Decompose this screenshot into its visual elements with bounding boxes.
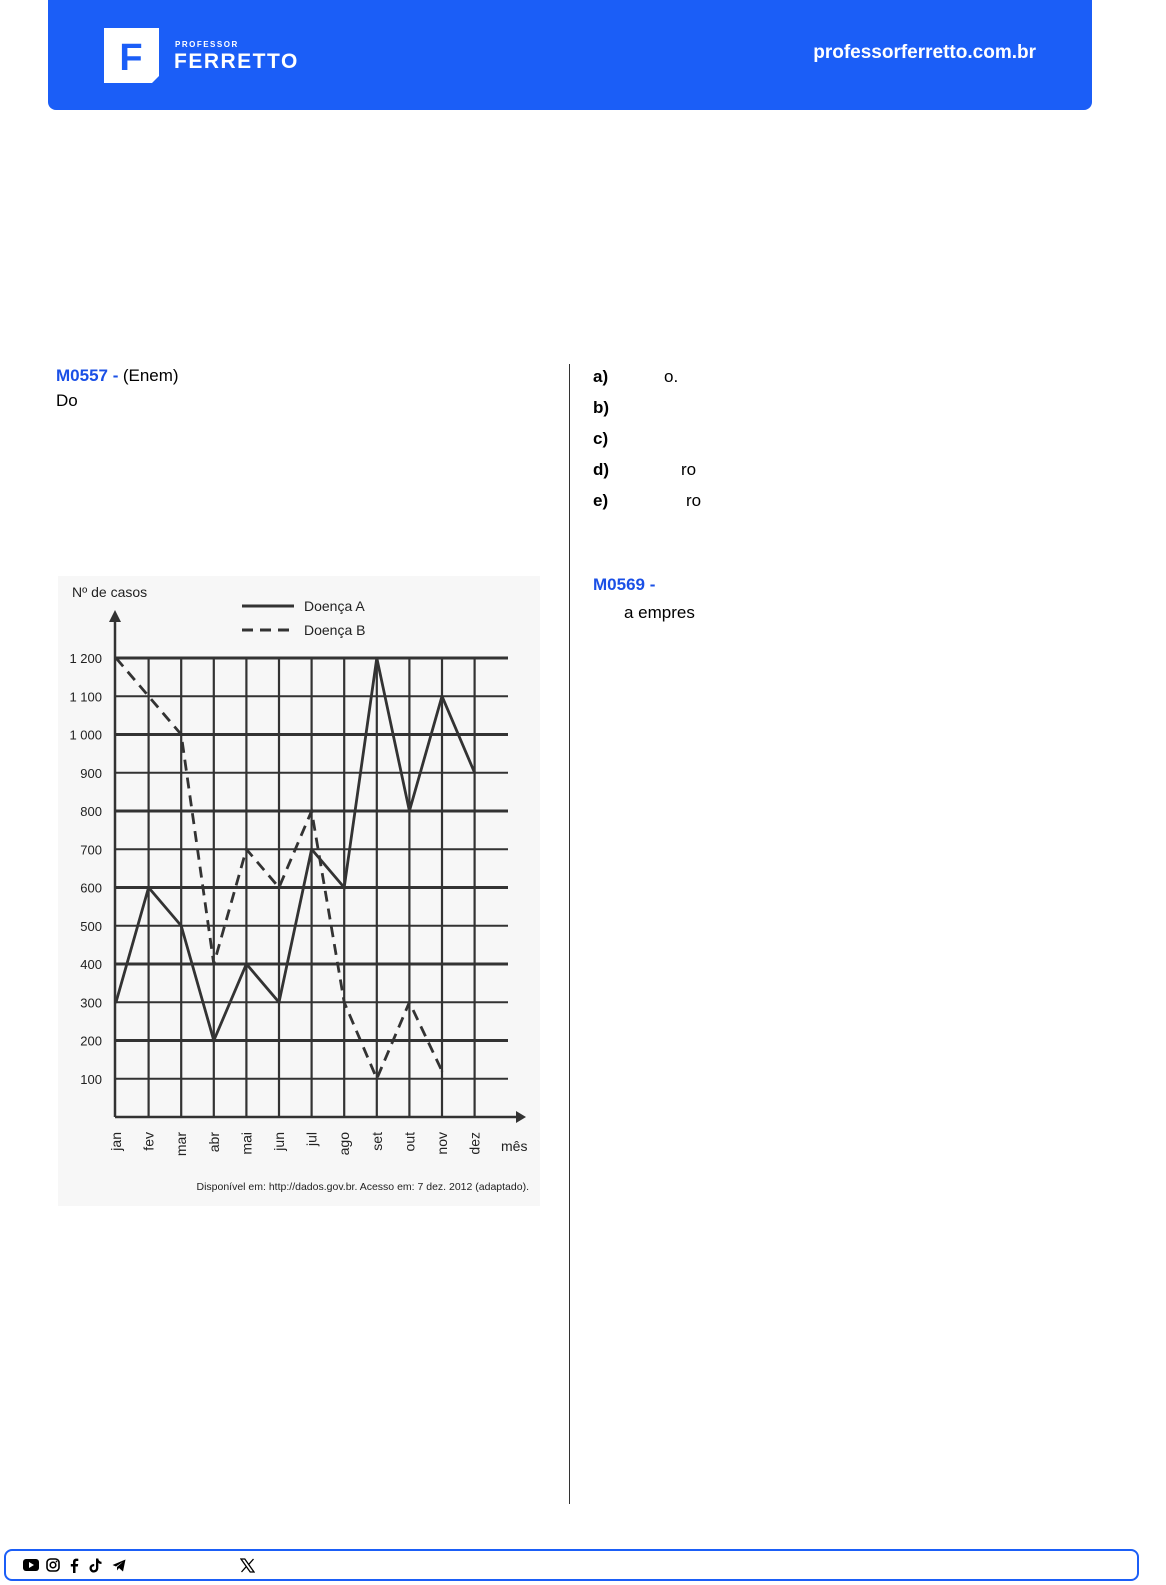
chart-container [58, 576, 540, 1206]
y-tick-label: 800 [80, 804, 102, 819]
y-axis-arrow [109, 610, 121, 622]
data-point [441, 695, 443, 697]
youtube-icon[interactable] [23, 1559, 39, 1571]
question-text: Do [56, 391, 78, 410]
y-tick-label: 1 000 [69, 727, 102, 743]
y-tick-label: 200 [80, 1033, 102, 1049]
x-tick-label: fev [140, 1132, 157, 1151]
data-point [147, 695, 149, 697]
data-point [473, 772, 475, 774]
header-banner [48, 0, 1092, 110]
data-point [343, 1001, 345, 1003]
logo-subtitle: PROFESSOR [175, 40, 239, 49]
option-b-letter: b) [593, 398, 610, 417]
x-tick-label: out [401, 1132, 418, 1152]
y-tick-label: 100 [80, 1071, 102, 1087]
legend-label: Doença A [304, 598, 365, 614]
data-point [115, 1001, 117, 1003]
data-point [245, 848, 247, 850]
x-axis-label: mês [501, 1138, 528, 1154]
instagram-icon[interactable] [46, 1558, 60, 1572]
y-tick-label: 300 [80, 995, 102, 1011]
x-tick-label: mar [173, 1132, 190, 1157]
telegram-icon[interactable] [112, 1559, 126, 1572]
data-point [376, 657, 378, 659]
option-d-text: ro [681, 460, 697, 479]
data-point [310, 810, 312, 812]
data-point [180, 733, 182, 735]
y-tick-label: 600 [80, 880, 102, 896]
option-d-letter: d) [593, 460, 610, 479]
y-tick-label: 700 [80, 842, 102, 858]
data-point [213, 1039, 215, 1041]
y-tick-label: 900 [80, 765, 102, 781]
data-point [278, 1001, 280, 1003]
data-point [310, 848, 312, 850]
logo-title: FERRETTO [174, 50, 299, 73]
x-tick-label: jan [108, 1132, 124, 1151]
data-point [180, 925, 182, 927]
x-tick-label: ago [336, 1132, 353, 1156]
x-tick-label: jun [271, 1132, 287, 1151]
question-source: (Enem) [122, 366, 179, 385]
data-point [376, 1078, 378, 1080]
chart-source-note: Disponível em: http://dados.gov.br. Acesso em: 7 dez. 2012 (adaptado). [196, 1181, 529, 1193]
question-text-m0569: a empres [624, 603, 695, 622]
footer-bar [4, 1549, 1139, 1581]
tiktok-icon[interactable] [89, 1558, 102, 1573]
data-point [408, 1001, 410, 1003]
question-code: M0557 - [56, 366, 119, 385]
x-tick-label: mai [238, 1132, 255, 1155]
data-point [441, 1070, 443, 1072]
option-a-letter: a) [593, 367, 609, 386]
data-point [278, 886, 280, 888]
x-tick-label: abr [205, 1132, 222, 1153]
option-c-letter: c) [593, 429, 609, 448]
facebook-icon[interactable] [69, 1558, 79, 1573]
data-point [147, 886, 149, 888]
x-tick-label: nov [434, 1132, 450, 1155]
legend-label: Doença B [304, 622, 366, 638]
y-tick-label: 1 100 [69, 689, 102, 705]
data-point [408, 810, 410, 812]
x-tick-label: dez [466, 1132, 483, 1155]
x-tick-label: set [368, 1132, 385, 1151]
data-point [343, 886, 345, 888]
x-tick-label: jul [303, 1132, 320, 1147]
option-a-text: o. [664, 367, 679, 386]
site-url-link[interactable]: professorferretto.com.br [813, 42, 1036, 63]
data-point [213, 963, 215, 965]
data-point [245, 963, 247, 965]
x-icon[interactable] [240, 1558, 255, 1573]
column-divider [569, 364, 570, 1504]
y-tick-label: 500 [80, 918, 102, 934]
x-axis-arrow [516, 1111, 526, 1123]
option-e-text: ro [686, 491, 702, 510]
y-axis-label: Nº de casos [72, 584, 148, 600]
question-code-m0569: M0569 - [593, 575, 656, 594]
y-tick-label: 400 [80, 957, 102, 972]
option-e-letter: e) [593, 491, 609, 510]
y-tick-label: 1 200 [69, 651, 102, 666]
logo-letter: F [119, 37, 143, 79]
line-chart [58, 576, 540, 1206]
data-point [115, 657, 117, 659]
logo-icon [104, 28, 159, 83]
